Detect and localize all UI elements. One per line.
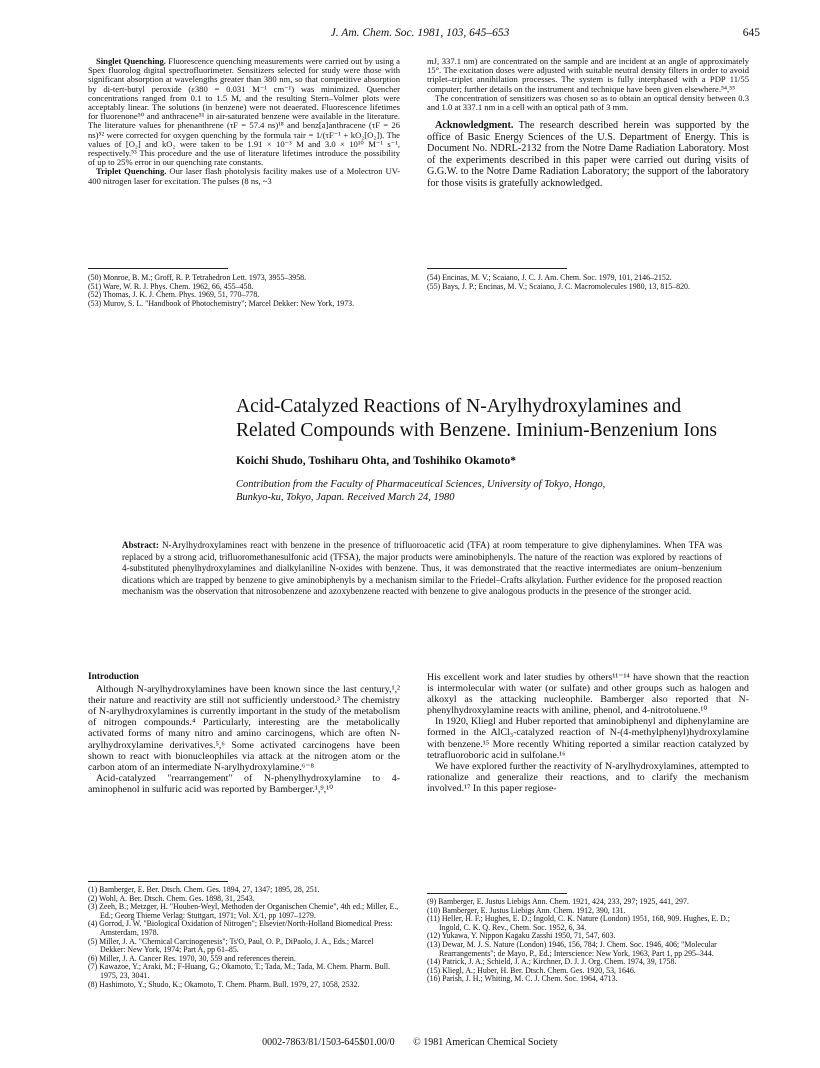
- reference-item: (52) Thomas, J. K. J. Chem. Phys. 1969, 51, 770–778.: [88, 290, 260, 300]
- sensitizer-paragraph: The concentration of sensitizers was chosen so as to obtain an optical density between 0.3 and 1.0 at 337.1 nm in a cell with an optical path of 3 mm.: [427, 92, 749, 113]
- reference-item: (50) Monroe, B. M.; Groff, R. P. Tetrahedron Lett. 1973, 3955–3958.: [88, 273, 307, 282]
- triplet-text: Our laser flash photolysis facility makes use of a Molectron UV-400 nitrogen laser for excitation. The pulses (8 ns, ~3: [88, 166, 400, 186]
- reference-item: (12) Yukawa, Y. Nippon Kagaku Zasshi 1950, 71, 547, 603.: [427, 931, 616, 941]
- prev-article-left-column: [88, 57, 400, 186]
- footnote-rule-right: [427, 268, 567, 269]
- reference-item: (9) Bamberger, E. Justus Liebigs Ann. Chem. 1921, 424, 233, 297; 1925, 441, 297.: [427, 897, 689, 906]
- prev-article-right-column: [427, 57, 749, 189]
- bottom-references-left: [88, 886, 400, 989]
- page-footer: [0, 1037, 820, 1048]
- reference-item: (11) Heller, H. F.; Hughes, E. D.; Ingold, C. K. Nature (London) 1951, 168, 909. Hughes, E. D.; Ingold, C. K. Q. Rev., Chem. Soc. 1952, 6, 34.: [427, 914, 730, 932]
- affiliation: [236, 478, 756, 504]
- reference-item: (2) Wohl, A. Ber. Dtsch. Chem. Ges. 1898, 31, 2543.: [88, 893, 255, 903]
- article-title: [236, 395, 796, 443]
- footnote-rule-bottom-left: [88, 881, 228, 882]
- introduction-heading: Introduction: [88, 672, 139, 682]
- title-line-2: Related Compounds with Benzene. Iminium-Benzenium Ions: [236, 420, 717, 441]
- triplet-heading: Triplet Quenching.: [96, 166, 167, 177]
- reference-item: (7) Kawazoe, Y.; Araki, M.; F-Huang, G.; Okamoto, T.; Tada, M.; Tada, M. Chem. Pharm. Bull. 1975, 23, 3041.: [88, 962, 391, 980]
- reference-item: (5) Miller, J. A. "Chemical Carcinogenesis"; Ts'O, Paul, O. P., DiPaolo, J. A., Eds.; Marcel Dekker: New York, 1974; Part A, pp 61–85.: [88, 936, 374, 955]
- top-references-left: [88, 274, 400, 308]
- bottom-references-right: [427, 898, 749, 984]
- reference-item: (54) Encinas, M. V.; Scaiano, J. C. J. Am. Chem. Soc. 1979, 101, 2146–2152.: [427, 273, 672, 282]
- reference-item: (14) Patrick, J. A.; Schield, J. A.; Kirchner, D. J. J. Org. Chem. 1974, 39, 1758.: [427, 957, 677, 967]
- reference-item: (53) Murov, S. L. "Handbook of Photochemistry"; Marcel Dekker: New York, 1973.: [88, 298, 355, 308]
- running-head-citation: J. Am. Chem. Soc. 1981, 103, 645–653: [330, 27, 510, 39]
- reference-item: (55) Bays, J. P.; Encinas, M. V.; Scaiano, J. C. Macromolecules 1980, 13, 815–820.: [427, 281, 690, 291]
- reference-item: (4) Gorrod, J. W. "Biological Oxidation of Nitrogen"; Elsevier/North-Holland Biomedical Press: Amsterdam, 1978.: [88, 919, 393, 937]
- intro-right-paragraph-2: In 1920, Kliegl and Huber reported that aminobiphenyl and diphenylamine are formed in the AlCl₃-catalyzed reaction of N-(4-methylphenyl)hydroxylamine with benzene.¹⁵ More recently Whiting reported a similar reaction catalyzed by tetrafluoroboric acid in sulfolane.¹⁶: [427, 716, 749, 761]
- singlet-heading: Singlet Quenching.: [96, 56, 166, 66]
- reference-item: (16) Parish, J. H.; Whiting, M. C. J. Chem. Soc. 1964, 4713.: [427, 974, 618, 984]
- intro-paragraph-1: Although N-arylhydroxylamines have been known since the last century,¹,² their nature and reactivity are still not sufficiently understood.³ The chemistry of N-arylhydroxylamines is currently important in the study of the metabolism of nitrogen compounds.⁴ Particularly, interesting are the metabolically activated forms of many nitro and amino carcinogens, which are often N-arylhydroxylamine derivatives.⁵,⁶ Some activated carcinogens have been shown to react with bionucleophiles via attack at the nitrogen atom or the carbon atom of an intermediate N-arylhydroxylamine.⁶⁻⁸: [88, 684, 400, 773]
- reference-item: (13) Dewar, M. J. S. Nature (London) 1946, 156, 784; J. Chem. Soc. 1946, 406; "Molecular Rearrangements"; de Mayo, P., Ed.; Interscience: New York, 1963, Part 1, pp 295–344.: [427, 939, 717, 958]
- affiliation-line-1: Contribution from the Faculty of Pharmaceutical Sciences, University of Tokyo, Hongo,: [236, 479, 606, 490]
- abstract-label: Abstract:: [122, 540, 159, 550]
- reference-item: (51) Ware, W. R. J. Phys. Chem. 1962, 66, 455–458.: [88, 281, 254, 291]
- acknowledgment-text: The research described herein was supported by the office of Basic Energy Sciences of the U.S. Department of Energy. This is Document No. NDRL-2132 from the Notre Dame Radiation Laboratory. Most of the experiments described in this paper were carried out during visits of G.G.W. to the Notre Dame Radiation Laboratory; the support of the laboratory for those visits is gratefully acknowledged.: [427, 120, 749, 189]
- running-head: [80, 27, 760, 41]
- intro-right-paragraph-1: His excellent work and later studies by others¹¹⁻¹⁴ have shown that the reaction is intermolecular with water (or sulfate) and other groups such as halogen and alkoxyl as the attacking nucleophile. Bamberger also reported that N-phenylhydroxylamine reacts with aniline, phenol, and 4-nitrotoluene.¹⁰: [427, 672, 749, 717]
- experimental-paragraph: mJ, 337.1 nm) are concentrated on the sample and are incident at an angle of approximately 15°. The excitation doses were adjusted with suitable neutral density filters in order to avoid triplet–triplet annihilation processes. The system is fully interphased with a PDP 11/55 computer; further details on the instrument and technique have been given elsewhere.⁵⁴,⁵⁵: [427, 56, 749, 94]
- abstract: [122, 540, 722, 598]
- reference-item: (3) Zeeh, B.; Metzger, H. "Houben-Weyl, Methoden der Organischen Chemie", 4th ed.; Miller, E., Ed.; Georg Thieme Verlag: Stuttgart, 1971; Vol. X/1, pp 1097–1279.: [88, 902, 399, 920]
- article-code: 0002-7863/81/1503-645$01.00/0: [262, 1037, 395, 1048]
- footnote-rule-left: [88, 268, 228, 269]
- intro-left-column: [88, 672, 400, 795]
- abstract-text: N-Arylhydroxylamines react with benzene in the presence of trifluoroacetic acid (TFA) at room temperature to give diphenylamines. When TFA was replaced by a strong acid, trifluoromethanesulfonic acid (TFSA), the major products were aminobiphenyls. The nature of the reaction was explored by reactions of 4-substituted phenylhydroxylamines and dialkylaniline N-oxides with benzene. Thus, it was demonstrated that the reactive intermediates are onium–benzenium dications which are trapped by benzene to give aminobiphenyls by a mechanism similar to the Friedel–Crafts alkylation. Further evidence for the proposed reaction mechanism was the observation that nitrosobenzene and azoxybenzene reacted with benzene to give analogous products in the presence of the stronger acid.: [122, 540, 722, 596]
- singlet-text: Fluorescence quenching measurements were carried out by using a Spex fluorolog digital spectrofluorimeter. Sensitizers selected for study were those with significant absorption at wavelengths greater than 380 nm, so that competitive absorption by di-tert-butyl peroxide (ε380 = 0.031 M⁻¹ cm⁻¹) was minimized. Quencher concentrations ranged from 0.1 to 1.5 M, and the resulting Stern–Volmer plots were acceptably linear. The solutions (in benzene) were not deaerated. Fluorescence lifetimes for fluorenone⁵⁰ and anthracene⁵¹ in air-saturated benzene were available in the literature. The literature values for phenanthrene (τF = 57.4 ns)¹⁸ and benz[a]anthracene (τF = 26 ns)⁵² were corrected for oxygen quenching by the formula τair = 1/(τF⁻¹ + kO₂[O₂]). The values of [O₂] and kO₂ were taken to be 1.91 × 10⁻³ M and 3.0 × 10¹⁰ M⁻¹ s⁻¹, respectively.⁵³ This procedure and the use of literature lifetimes introduce the possibility of up to 25% error in our quenching rate constants.: [88, 56, 400, 168]
- reference-item: (15) Kliegl, A.; Huber, H. Ber. Dtsch. Chem. Ges. 1920, 53, 1646.: [427, 965, 636, 975]
- reference-item: (8) Hashimoto, Y.; Shudo, K.; Okamoto, T. Chem. Pharm. Bull. 1979, 27, 1058, 2532.: [88, 979, 360, 989]
- intro-paragraph-2: Acid-catalyzed "rearrangement" of N-phenylhydroxylamine to 4-aminophenol in sulfuric acid was reported by Bamberger.¹,⁹,¹⁰: [88, 772, 400, 795]
- reference-item: (6) Miller, J. A. Cancer Res. 1970, 30, 559 and references therein.: [88, 953, 296, 963]
- intro-right-paragraph-3: We have explored further the reactivity of N-arylhydroxylamines, attempted to rationalize and generalize their reactions, and to clarify the mechanism involved.¹⁷ In this paper regiose-: [427, 760, 749, 794]
- title-line-1: Acid-Catalyzed Reactions of N-Arylhydroxylamines and: [236, 396, 682, 417]
- top-references-right: [427, 274, 749, 291]
- reference-item: (1) Bamberger, E. Ber. Dtsch. Chem. Ges. 1894, 27, 1347; 1895, 28, 251.: [88, 885, 320, 894]
- acknowledgment-heading: Acknowledgment.: [435, 120, 514, 132]
- footnote-rule-bottom-right: [427, 893, 567, 894]
- affiliation-line-2: Bunkyo-ku, Tokyo, Japan. Received March 24, 1980: [236, 492, 455, 503]
- copyright-notice: © 1981 American Chemical Society: [413, 1037, 558, 1048]
- authors: Koichi Shudo, Toshiharu Ohta, and Toshihiko Okamoto*: [236, 455, 516, 467]
- intro-right-column: [427, 672, 749, 794]
- page-number: 645: [742, 27, 760, 39]
- reference-item: (10) Bamberger, E. Justus Liebigs Ann. Chem. 1912, 390, 131.: [427, 905, 626, 915]
